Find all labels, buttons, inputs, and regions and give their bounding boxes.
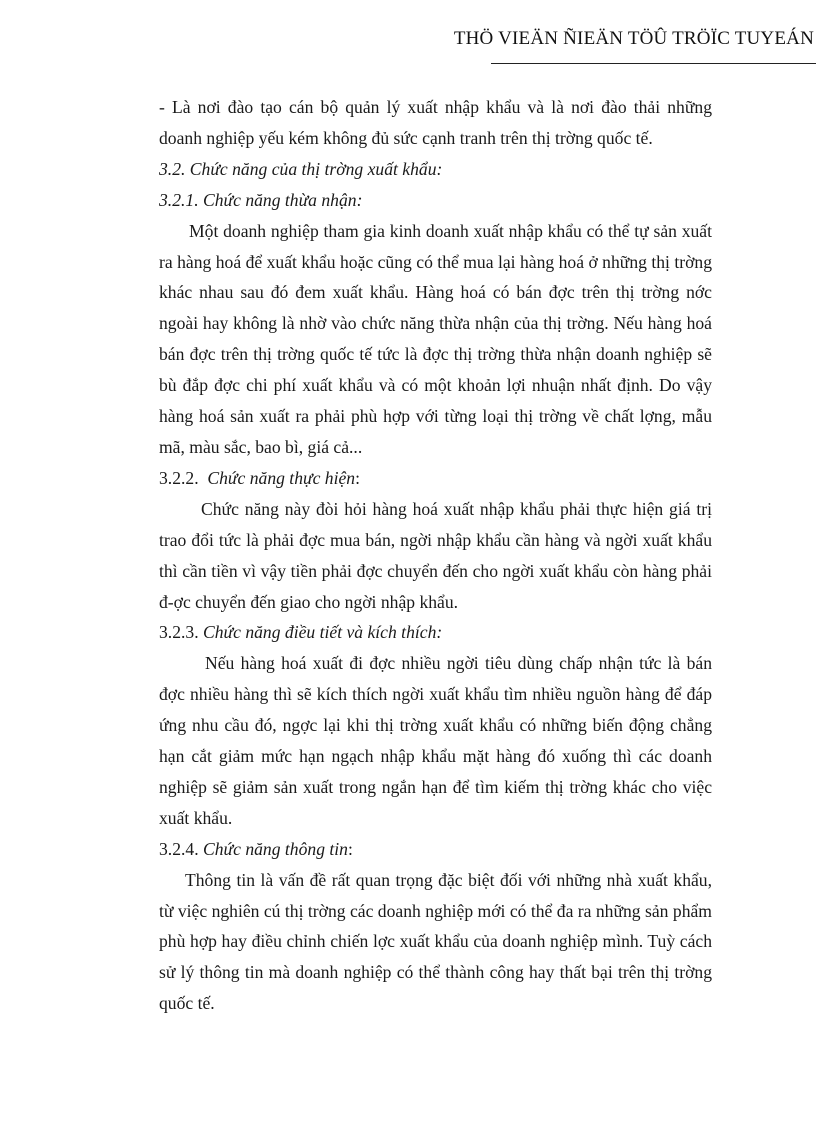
section-colon-3-2-2: : bbox=[355, 467, 360, 488]
section-number-3-2-4: 3.2.4. bbox=[159, 838, 199, 859]
section-number-3-2-3: 3.2.3. bbox=[159, 622, 199, 643]
section-heading-3-2-2 bbox=[159, 463, 712, 494]
page-header bbox=[453, 28, 816, 68]
section-body-3-2-3: Nếu hàng hoá xuất đi đợc nhiều ngời tiêu dùng chấp nhận tức là bán đợc nhiều hàng thì sẽ kích thích ngời xuất khẩu tìm nhiều nguồn hàng để đáp ứng nhu cầu đó, ngợc lại khi thị trờng xuất khẩu có những biến động chẳng hạn cắt giảm mức hạn ngạch nhập khẩu mặt hàng đó xuống thì các doanh nghiệp sẽ giảm sản xuất trong ngắn hạn để tìm kiếm thị trờng khác cho việc xuất khẩu. bbox=[159, 653, 712, 828]
section-number-3-2-2: 3.2.2. bbox=[159, 467, 199, 488]
section-title-3-2-3: Chức năng điều tiết và kích thích: bbox=[203, 622, 443, 643]
header-divider bbox=[491, 63, 816, 64]
section-body-3-2-4: Thông tin là vấn đề rất quan trọng đặc biệt đối với những nhà xuất khẩu, từ việc nghiên cú thị trờng các doanh nghiệp mới có thể đa ra những sản phẩm phù hợp hay điều chỉnh chiến lợc xuất khẩu của doanh nghiệp mình. Tuỳ cách sử lý thông tin mà doanh nghiệp có thể thành công hay thất bại trên thị trờng quốc tế. bbox=[159, 869, 712, 1014]
intro-paragraph: - Là nơi đào tạo cán bộ quản lý xuất nhập khẩu và là nơi đào thải những doanh nghiệp yếu kém không đủ sức cạnh tranh trên thị trờng quốc tế. bbox=[159, 97, 712, 148]
section-title-3-2-4: Chức năng thông tin bbox=[203, 838, 348, 859]
section-heading-3-2-3 bbox=[159, 617, 712, 648]
section-heading-3-2: 3.2. Chức năng của thị trờng xuất khẩu: bbox=[159, 158, 443, 179]
section-colon-3-2-4: : bbox=[347, 838, 353, 859]
section-body-3-2-1: Một doanh nghiệp tham gia kinh doanh xuất nhập khẩu có thể tự sản xuất ra hàng hoá để xuất khẩu hoặc cũng có thể mua lại hàng hoá ở những thị trờng khác nhau sau đó đem xuất khẩu. Hàng hoá có bán đợc trên thị trờng nớc ngoài hay không là nhờ vào chức năng thừa nhận của thị trờng. Nếu hàng hoá bán đợc trên thị trờng quốc tế tức là đợc thị trờng thừa nhận doanh nghiệp sẽ bù đắp đợc chi phí xuất khẩu và có một khoản lợi nhuận nhất định. Do vậy hàng hoá sản xuất ra phải phù hợp với từng loại thị trờng về chất lợng, mẫu mã, màu sắc, bao bì, giá cả... bbox=[159, 220, 712, 457]
section-body-3-2-2: Chức năng này đòi hỏi hàng hoá xuất nhập khẩu phải thực hiện giá trị trao đổi tức là phải đợc mua bán, ngời nhập khẩu cần hàng và ngời xuất khẩu thì cần tiền vì vậy tiền phải đợc chuyển đến cho ngời xuất khẩu còn hàng phải đ-ợc chuyển đến giao cho ngời nhập khẩu. bbox=[159, 498, 712, 612]
section-heading-3-2-1: 3.2.1. Chức năng thừa nhận: bbox=[159, 189, 363, 210]
header-title: THÖ VIEÄN ÑIEÄN TÖÛ TRÖÏC TUYEÁN bbox=[453, 28, 814, 49]
document-body bbox=[159, 92, 712, 1019]
section-title-3-2-2: Chức năng thực hiện bbox=[207, 467, 356, 488]
section-heading-3-2-4 bbox=[159, 834, 712, 865]
